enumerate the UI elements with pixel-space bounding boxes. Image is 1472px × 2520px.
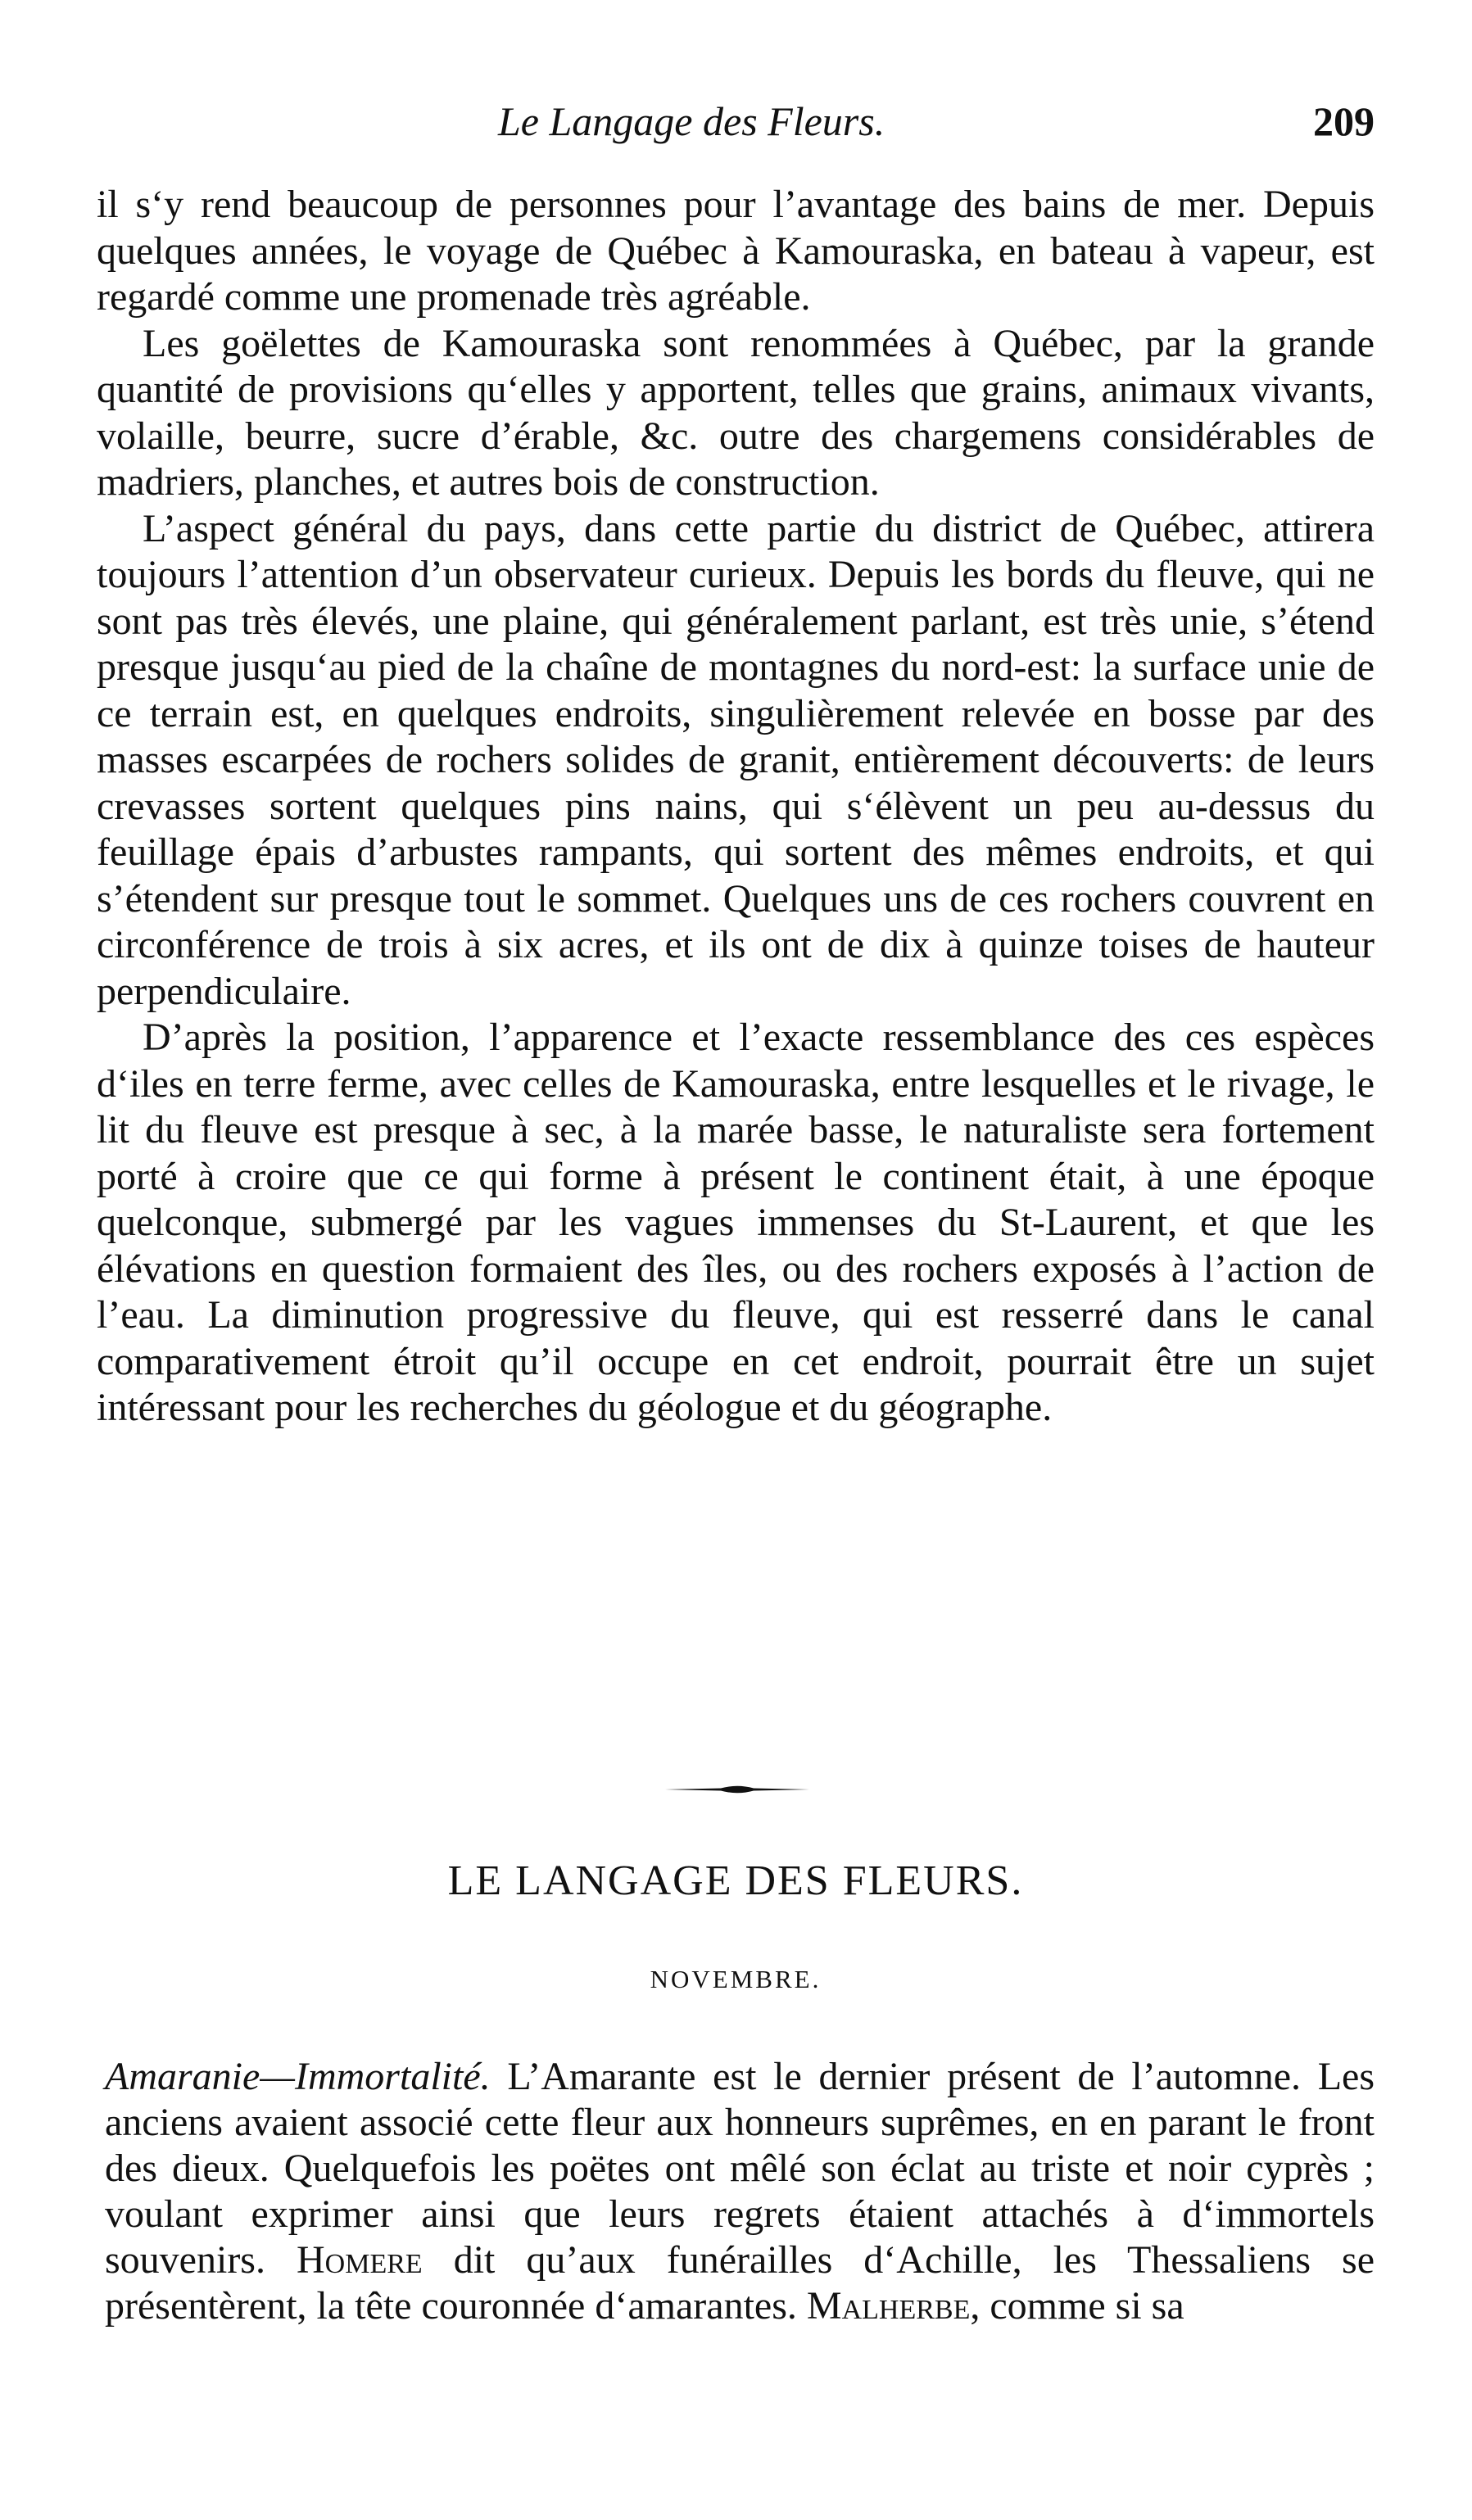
section-title: LE LANGAGE DES FLEURS. [447, 1857, 1024, 1904]
running-title: Le Langage des Fleurs. [498, 98, 885, 144]
flower-entry [105, 2054, 1375, 2329]
paragraph: D’après la position, l’apparence et l’exacte ressemblance des ces espèces d‘iles en terre ferme, avec celles de Kamouraska, entre lesquelles et le rivage, le lit du fleuve est presque à sec, à la marée basse, le naturaliste sera fortement porté à croire que ce qui forme à présent le continent était, à une époque quelconque, submergé par les vagues immenses du St-Laurent, et que les élévations en question formaient des îles, ou des rochers exposés à l’action de l’eau. La diminution progressive du fleuve, qui est resserré dans le canal comparativement étroit qu’il occupe en cet endroit, pourrait être un sujet intéressant pour les recherches du géologue et du géographe. [97, 1016, 1375, 1429]
entry-text: L’Amarante est le dernier présent de l’automne. Les anciens avaient associé cette fleur aux honneurs suprêmes, en en parant le front des dieux. Quelquefois les poëtes ont mêlé son éclat au triste et noir cyprès ; voulant exprimer ainsi que leurs regrets étaient attachés à d‘immortels souvenirs. [105, 2055, 1375, 2282]
entry-paragraph [105, 2054, 1375, 2329]
paragraph: L’aspect général du pays, dans cette partie du district de Québec, attirera toujours l’attention d’un observateur curieux. Depuis les bords du fleuve, qui ne sont pas très élevés, une plaine, qui généralement parlant, est très unie, s’étend presque jusqu‘au pied de la chaîne de montagnes du nord-est: la surface unie de ce terrain est, en quelques endroits, singulièrement relevée en bosse par des masses escarpées de rochers solides de granit, entièrement découverts: de leurs crevasses sortent quelques pins nains, qui s‘élèvent un peu au-dessus du feuillage épais d’arbustes rampants, qui sortent des mêmes endroits, et qui s’étendent sur presque tout le sommet. Quelques uns de ces rochers couvrent en circonférence de trois à six acres, et ils ont de dix à quinze toises de hauteur perpendiculaire. [97, 506, 1375, 1013]
section-subtitle: NOVEMBRE. [650, 1965, 822, 1993]
entry-heading: Amaranie—Immortalité. [105, 2055, 491, 2098]
page-number: 209 [1313, 98, 1375, 144]
author-name: Malherbe [806, 2284, 971, 2328]
author-name: Homere [297, 2238, 423, 2282]
entry-text: dit qu’aux funérailles d‘Achille, les Thessaliens se présentèrent, la tête couronnée d‘amarantes. [105, 2238, 1375, 2328]
paragraph: Les goëlettes de Kamouraska sont renommées à Québec, par la grande quantité de provisions qu‘elles y apportent, telles que grains, animaux vivants, volaille, beurre, sucre d’érable, &c. outre des chargemens considérables de madriers, planches, et autres bois de construction. [97, 321, 1375, 504]
section-divider-ornament [664, 1784, 811, 1795]
running-head [97, 88, 1375, 154]
paragraph: il s‘y rend beaucoup de personnes pour l’avantage des bains de mer. Depuis quelques années, le voyage de Québec à Kamouraska, en bateau à vapeur, est regardé comme une promenade très agréable. [97, 183, 1375, 319]
entry-text: , comme si sa [970, 2284, 1184, 2328]
article-body [97, 182, 1375, 1432]
